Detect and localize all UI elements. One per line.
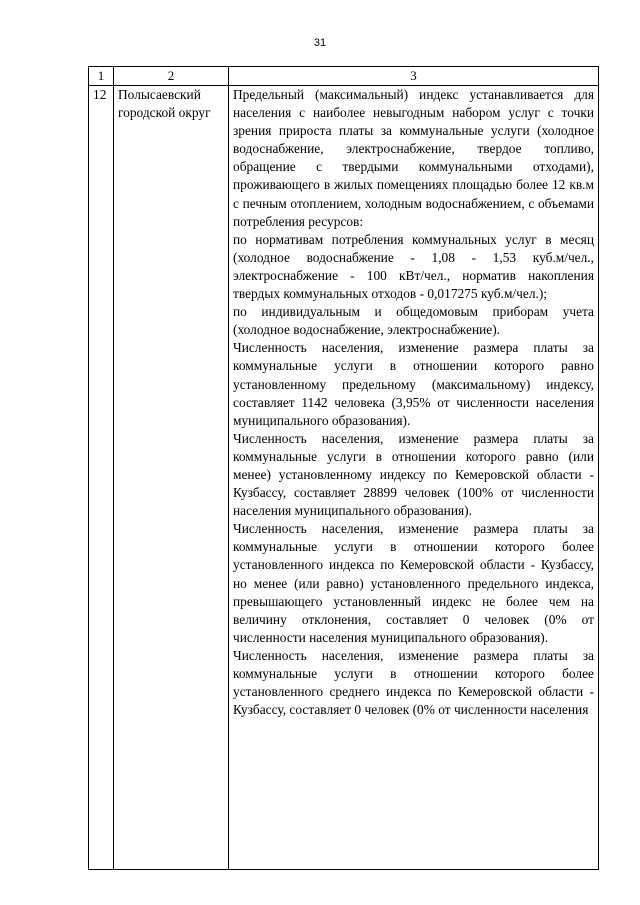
paragraph-metering-devices: по индивидуальным и общедомовым приборам учета (холодное водоснабжение, электроснабжение). bbox=[233, 304, 594, 338]
row-number: 12 bbox=[89, 86, 114, 870]
column-number-2: 2 bbox=[114, 67, 229, 86]
description-cell bbox=[229, 86, 599, 870]
table-row bbox=[89, 86, 599, 870]
paragraph-population-regional-index: Численность населения, изменение размера платы за коммунальные услуги в отношении которого равно (или менее) установленному индексу по Кемеровской области - Кузбассу, составляет 28899 человек (100% от численности населения муниципального образования). bbox=[233, 430, 594, 519]
paragraph-population-above-average: Численность населения, изменение размера платы за коммунальные услуги в отношении которого более установленного среднего индекса по Кемеровской области - Кузбассу, составляет 0 человек (0% от численности населения bbox=[233, 647, 594, 718]
paragraph-consumption-norms: по нормативам потребления коммунальных услуг в месяц (холодное водоснабжение - 1,08 - 1,53 куб.м/чел., электроснабжение - 100 кВт/чел., норматив накопления твердых коммунальных отходов - 0,017275 куб.м/чел.); bbox=[233, 231, 594, 302]
paragraph-population-above-index: Численность населения, изменение размера платы за коммунальные услуги в отношении которого более установленного индекса по Кемеровской области - Кузбассу, но менее (или равно) установленного предельного индекса, превышающего установленный индекс не более чем на величину отклонения, составляет 0 человек (0% от численности населения муниципального образования). bbox=[233, 521, 594, 645]
municipality-name: Полысаевский городской округ bbox=[114, 86, 229, 870]
table-header-row bbox=[89, 67, 599, 86]
column-number-1: 1 bbox=[89, 67, 114, 86]
column-number-3: 3 bbox=[229, 67, 599, 86]
paragraph-population-max-index: Численность населения, изменение размера платы за коммунальные услуги в отношении которого равно установленному предельному (максимальному) индексу, составляет 1142 человека (3,95% от численности населения муниципального образования). bbox=[233, 340, 594, 428]
paragraph-index-definition: Предельный (максимальный) индекс устанавливается для населения с наиболее невыгодным набором услуг с точки зрения прироста платы за коммунальные услуги (холодное водоснабжение, электроснабжение, твердое топливо, обращение с твердыми коммунальными отходами), проживающего в жилых помещениях площадью более 12 кв.м с печным отоплением, холодным водоснабжением, с объемами потребления ресурсов: bbox=[233, 87, 594, 229]
page-number: 31 bbox=[313, 37, 327, 49]
index-table bbox=[88, 66, 599, 870]
